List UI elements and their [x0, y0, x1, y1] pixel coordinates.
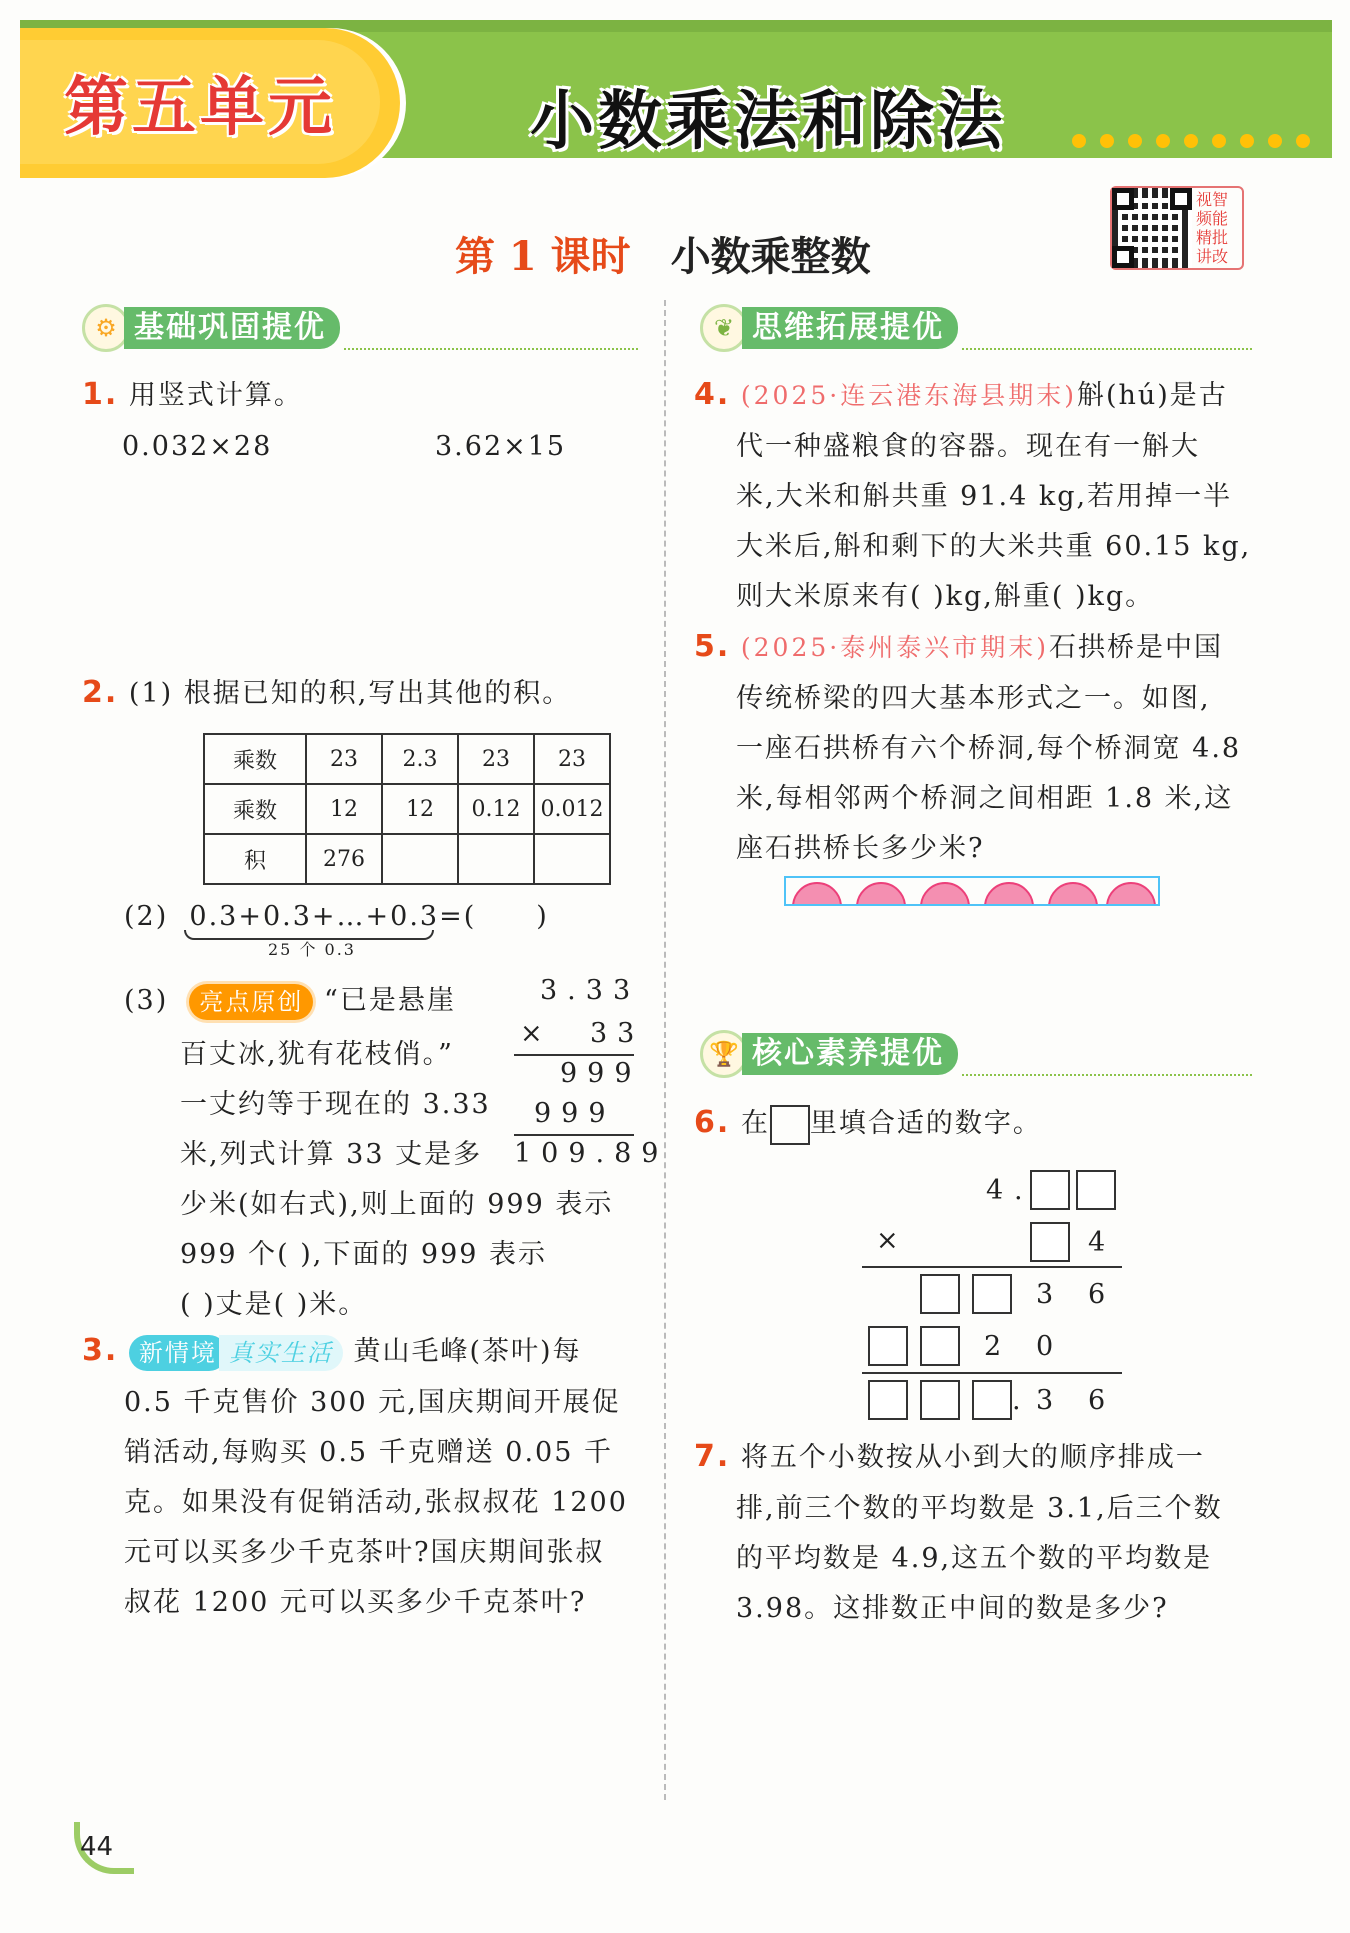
chapter-title: 小数乘法和除法 — [530, 85, 1006, 159]
q7-line: 3.98。这排数正中间的数是多少? — [736, 1593, 1169, 1624]
answer-box[interactable] — [1030, 1170, 1070, 1210]
q7-line: 排,前三个数的平均数是 3.1,后三个数 — [736, 1493, 1223, 1524]
column-divider — [664, 300, 666, 1800]
page-number: 44 — [80, 1832, 114, 1862]
qr-labels: 视 智 频 能 精 批 讲 改 — [1196, 190, 1229, 266]
bridge-arch — [920, 882, 970, 906]
answer-box[interactable] — [972, 1380, 1012, 1420]
digit: 2 — [984, 1331, 1004, 1362]
real-life-badge: 真实生活 — [219, 1335, 343, 1371]
section-header-core — [700, 1028, 1252, 1080]
q3-line: 销活动,每购买 0.5 千克赠送 0.05 千 — [124, 1437, 613, 1468]
question-2: 2. (1) 根据已知的积,写出其他的积。 — [82, 675, 572, 710]
q3-line: 0.5 千克售价 300 元,国庆期间开展促 — [124, 1387, 621, 1418]
times-sign: × — [876, 1225, 901, 1256]
lesson-name: 小数乘整数 — [670, 234, 871, 280]
answer-blank[interactable] — [534, 834, 610, 884]
bridge-arch — [1106, 882, 1156, 906]
new-scenario-badge: 新情境 — [129, 1335, 227, 1371]
bridge-arch — [1048, 882, 1098, 906]
question-4: 4. (2025·连云港东海县期末)斛(hú)是古 — [694, 377, 1228, 412]
vertical-partial-1: 999 — [560, 1058, 642, 1089]
q1-expr-2: 3.62×15 — [435, 431, 567, 462]
q4-line: 则大米原来有( )kg,斛重( )kg。 — [736, 581, 1155, 612]
gear-icon: ⚙ — [82, 304, 130, 352]
digit: 4 — [1088, 1227, 1108, 1258]
q2-p3-line: ( )丈是( )米。 — [180, 1289, 368, 1320]
digit: 4 — [986, 1175, 1006, 1206]
digit: 6 — [1088, 1385, 1108, 1416]
bridge-arch — [856, 882, 906, 906]
digit: 6 — [1088, 1279, 1108, 1310]
bridge-arch — [984, 882, 1034, 906]
source-tag: (2025·连云港东海县期末) — [740, 381, 1077, 410]
lesson-title — [455, 225, 871, 282]
question-1: 1. 用竖式计算。 — [82, 377, 303, 412]
brace — [184, 930, 434, 940]
table-row: 积 276 — [204, 834, 610, 884]
unit-tab — [20, 28, 400, 178]
stone-bridge-diagram — [784, 876, 1160, 906]
brace-label: 25 个 0.3 — [268, 940, 356, 959]
q2-part3: (3) 亮点原创 “已是悬崖 — [124, 976, 456, 1026]
question-3: 3. 新情境 真实生活 黄山毛峰(茶叶)每 — [82, 1326, 582, 1377]
digit: 3 — [1036, 1385, 1056, 1416]
answer-blank[interactable] — [458, 834, 534, 884]
section-title: 核心素养提优 — [742, 1033, 958, 1075]
unit-title: 第五单元 — [64, 71, 336, 145]
trophy-icon: 🏆 — [700, 1030, 748, 1078]
q2-part2: (2) 0.3+0.3+…+0.3=( ) — [124, 901, 549, 932]
section-header-thinking — [700, 302, 1252, 354]
q2-p3-line: 一丈约等于现在的 3.33 — [180, 1089, 491, 1120]
product-table — [203, 733, 611, 885]
digit: . — [1014, 1175, 1025, 1206]
digit: . — [1012, 1385, 1023, 1416]
times-sign: × — [520, 1018, 553, 1049]
section-title: 思维拓展提优 — [742, 307, 958, 349]
sprout-icon: ❦ — [700, 304, 748, 352]
qr-code-panel[interactable] — [1110, 186, 1244, 270]
q3-line: 叔花 1200 元可以买多少千克茶叶? — [124, 1587, 587, 1618]
q3-line: 克。如果没有促销活动,张叔叔花 1200 — [124, 1487, 628, 1518]
answer-box[interactable] — [920, 1380, 960, 1420]
bridge-arch — [792, 882, 842, 906]
q2-p3-line: 米,列式计算 33 丈是多 — [180, 1139, 483, 1170]
table-row: 乘数 12 12 0.12 0.012 — [204, 784, 610, 834]
vertical-partial-2: 999 — [534, 1098, 616, 1129]
q2-p3-line: 999 个( ),下面的 999 表示 — [180, 1239, 548, 1270]
question-7: 7. 将五个小数按从小到大的顺序排成一 — [694, 1439, 1205, 1474]
answer-box[interactable] — [920, 1326, 960, 1366]
question-5: 5. (2025·泰州泰兴市期末)石拱桥是中国 — [694, 629, 1223, 664]
q5-line: 座石拱桥长多少米? — [736, 833, 985, 864]
section-title: 基础巩固提优 — [124, 307, 340, 349]
original-badge: 亮点原创 — [189, 984, 313, 1020]
lesson-number: 第 1 课时 — [455, 233, 631, 280]
q4-line: 代一种盛粮食的容器。现在有一斛大 — [736, 431, 1200, 462]
q5-line: 米,每相邻两个桥洞之间相距 1.8 米,这 — [736, 783, 1234, 814]
qr-code-icon[interactable] — [1112, 188, 1192, 268]
q4-line: 大米后,斛和剩下的大米共重 60.15 kg, — [736, 531, 1252, 562]
question-6: 6. 在 里填合适的数字。 — [694, 1098, 1042, 1149]
decorative-dots — [1072, 134, 1310, 148]
answer-box[interactable] — [972, 1274, 1012, 1314]
digit: 0 — [1036, 1331, 1056, 1362]
source-tag: (2025·泰州泰兴市期末) — [740, 633, 1049, 662]
q3-line: 元可以买多少千克茶叶?国庆期间张叔 — [124, 1537, 605, 1568]
vertical-result: 109.89 — [514, 1138, 669, 1169]
q5-line: 一座石拱桥有六个桥洞,每个桥洞宽 4.8 — [736, 733, 1242, 764]
vertical-top: 3.33 — [540, 975, 641, 1006]
section-header-basic — [82, 302, 638, 354]
answer-box[interactable] — [868, 1380, 908, 1420]
vertical-multiplier: 33 — [590, 1018, 645, 1049]
q7-line: 的平均数是 4.9,这五个数的平均数是 — [736, 1543, 1213, 1574]
table-row: 乘数 23 2.3 23 23 — [204, 734, 610, 784]
q2-p3-line: 百丈冰,犹有花枝俏。” — [180, 1039, 454, 1070]
answer-box[interactable] — [868, 1326, 908, 1366]
q5-line: 传统桥梁的四大基本形式之一。如图, — [736, 683, 1211, 714]
q1-expr-1: 0.032×28 — [122, 431, 273, 462]
q2-p3-line: 少米(如右式),则上面的 999 表示 — [180, 1189, 614, 1220]
q4-line: 米,大米和斛共重 91.4 kg,若用掉一半 — [736, 481, 1233, 512]
answer-blank[interactable] — [382, 834, 458, 884]
answer-box[interactable] — [1076, 1170, 1116, 1210]
answer-box-sample — [770, 1105, 810, 1145]
digit: 3 — [1036, 1279, 1056, 1310]
answer-box[interactable] — [1030, 1222, 1070, 1262]
answer-box[interactable] — [920, 1274, 960, 1314]
